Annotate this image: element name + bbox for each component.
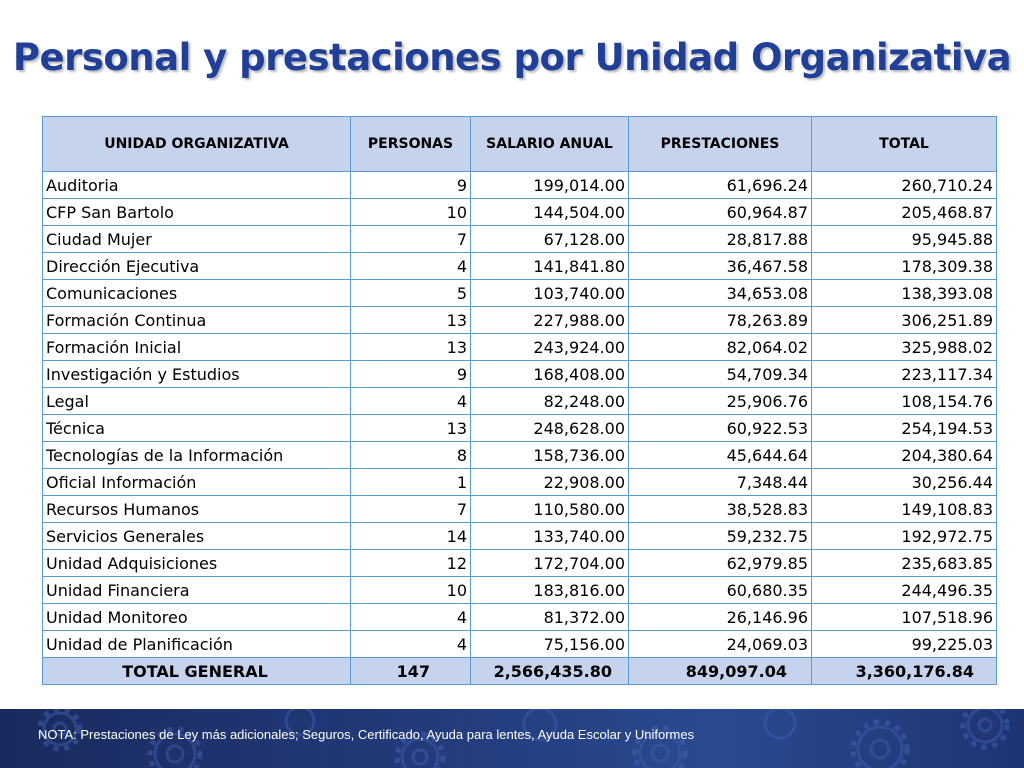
cell-salario: 103,740.00 (471, 280, 629, 307)
cell-total: 95,945.88 (812, 226, 997, 253)
table-row (43, 577, 997, 604)
cell-unidad: Unidad de Planificación (43, 631, 351, 658)
cell-salario: 168,408.00 (471, 361, 629, 388)
cell-total: 223,117.34 (812, 361, 997, 388)
cell-salario: 158,736.00 (471, 442, 629, 469)
cell-prestaciones: 60,964.87 (629, 199, 812, 226)
cell-prestaciones: 34,653.08 (629, 280, 812, 307)
cell-salario: 183,816.00 (471, 577, 629, 604)
table-row (43, 280, 997, 307)
cell-salario: 82,248.00 (471, 388, 629, 415)
cell-prestaciones: 78,263.89 (629, 307, 812, 334)
cell-salario: 110,580.00 (471, 496, 629, 523)
table-row (43, 361, 997, 388)
cell-unidad: Recursos Humanos (43, 496, 351, 523)
cell-prestaciones: 82,064.02 (629, 334, 812, 361)
footer-note: NOTA: Prestaciones de Ley más adicionales; Seguros, Certificado, Ayuda para lentes, Ayuda Escolar y Uniformes (38, 727, 695, 742)
cell-personas: 10 (351, 577, 471, 604)
cell-total: 235,683.85 (812, 550, 997, 577)
cell-prestaciones: 36,467.58 (629, 253, 812, 280)
table-row (43, 307, 997, 334)
total-cell-total: 3,360,176.84 (812, 658, 997, 685)
cell-personas: 13 (351, 415, 471, 442)
cell-total: 254,194.53 (812, 415, 997, 442)
table-row (43, 226, 997, 253)
header-prestaciones: PRESTACIONES (629, 117, 812, 172)
footer-band (0, 709, 1024, 768)
cell-total: 107,518.96 (812, 604, 997, 631)
cell-unidad: Ciudad Mujer (43, 226, 351, 253)
cell-salario: 243,924.00 (471, 334, 629, 361)
table-row (43, 199, 997, 226)
cell-personas: 8 (351, 442, 471, 469)
cell-personas: 5 (351, 280, 471, 307)
cell-unidad: Investigación y Estudios (43, 361, 351, 388)
cell-unidad: CFP San Bartolo (43, 199, 351, 226)
cell-personas: 4 (351, 253, 471, 280)
cell-unidad: Legal (43, 388, 351, 415)
cell-total: 204,380.64 (812, 442, 997, 469)
table-row (43, 388, 997, 415)
cell-prestaciones: 7,348.44 (629, 469, 812, 496)
cell-salario: 75,156.00 (471, 631, 629, 658)
cell-salario: 227,988.00 (471, 307, 629, 334)
table-row (43, 415, 997, 442)
total-row (43, 658, 997, 685)
cell-prestaciones: 54,709.34 (629, 361, 812, 388)
cell-salario: 199,014.00 (471, 172, 629, 199)
cell-total: 30,256.44 (812, 469, 997, 496)
total-cell-unidad: TOTAL GENERAL (43, 658, 351, 685)
table-row (43, 631, 997, 658)
total-cell-salario: 2,566,435.80 (471, 658, 629, 685)
table-row (43, 334, 997, 361)
header-personas: PERSONAS (351, 117, 471, 172)
cell-personas: 4 (351, 631, 471, 658)
cell-prestaciones: 60,922.53 (629, 415, 812, 442)
header-salario: SALARIO ANUAL (471, 117, 629, 172)
table-body (43, 172, 997, 685)
cell-salario: 172,704.00 (471, 550, 629, 577)
cell-personas: 7 (351, 226, 471, 253)
cell-prestaciones: 26,146.96 (629, 604, 812, 631)
cell-unidad: Oficial Información (43, 469, 351, 496)
slide-title: Personal y prestaciones por Unidad Organizativa (12, 36, 1012, 79)
cell-personas: 9 (351, 361, 471, 388)
cell-unidad: Formación Continua (43, 307, 351, 334)
cell-prestaciones: 28,817.88 (629, 226, 812, 253)
cell-salario: 141,841.80 (471, 253, 629, 280)
cell-personas: 9 (351, 172, 471, 199)
cell-unidad: Dirección Ejecutiva (43, 253, 351, 280)
cell-prestaciones: 62,979.85 (629, 550, 812, 577)
data-table (42, 116, 997, 685)
table-row (43, 523, 997, 550)
cell-salario: 67,128.00 (471, 226, 629, 253)
cell-prestaciones: 59,232.75 (629, 523, 812, 550)
cell-unidad: Unidad Adquisiciones (43, 550, 351, 577)
cell-total: 260,710.24 (812, 172, 997, 199)
cell-personas: 14 (351, 523, 471, 550)
cell-unidad: Servicios Generales (43, 523, 351, 550)
cell-unidad: Técnica (43, 415, 351, 442)
table-row (43, 172, 997, 199)
cell-total: 325,988.02 (812, 334, 997, 361)
cell-prestaciones: 61,696.24 (629, 172, 812, 199)
table-row (43, 550, 997, 577)
cell-unidad: Formación Inicial (43, 334, 351, 361)
table-header-row (43, 117, 997, 172)
cell-personas: 10 (351, 199, 471, 226)
cell-salario: 144,504.00 (471, 199, 629, 226)
cell-personas: 4 (351, 604, 471, 631)
cell-prestaciones: 60,680.35 (629, 577, 812, 604)
cell-unidad: Unidad Financiera (43, 577, 351, 604)
cell-prestaciones: 45,644.64 (629, 442, 812, 469)
cell-salario: 81,372.00 (471, 604, 629, 631)
total-cell-prestaciones: 849,097.04 (629, 658, 812, 685)
cell-total: 306,251.89 (812, 307, 997, 334)
cell-prestaciones: 25,906.76 (629, 388, 812, 415)
cell-personas: 4 (351, 388, 471, 415)
cell-unidad: Auditoria (43, 172, 351, 199)
cell-personas: 7 (351, 496, 471, 523)
table-row (43, 469, 997, 496)
cell-total: 138,393.08 (812, 280, 997, 307)
data-table-container (42, 116, 996, 685)
cell-prestaciones: 24,069.03 (629, 631, 812, 658)
header-unidad: UNIDAD ORGANIZATIVA (43, 117, 351, 172)
cell-salario: 248,628.00 (471, 415, 629, 442)
header-total: TOTAL (812, 117, 997, 172)
cell-total: 149,108.83 (812, 496, 997, 523)
cell-total: 178,309.38 (812, 253, 997, 280)
cell-unidad: Comunicaciones (43, 280, 351, 307)
cell-total: 108,154.76 (812, 388, 997, 415)
cell-personas: 1 (351, 469, 471, 496)
table-row (43, 496, 997, 523)
cell-personas: 12 (351, 550, 471, 577)
cell-unidad: Unidad Monitoreo (43, 604, 351, 631)
cell-unidad: Tecnologías de la Información (43, 442, 351, 469)
total-cell-personas: 147 (351, 658, 471, 685)
cell-total: 244,496.35 (812, 577, 997, 604)
table-row (43, 604, 997, 631)
cell-total: 99,225.03 (812, 631, 997, 658)
cell-salario: 133,740.00 (471, 523, 629, 550)
cell-total: 205,468.87 (812, 199, 997, 226)
cell-total: 192,972.75 (812, 523, 997, 550)
cell-personas: 13 (351, 307, 471, 334)
cell-prestaciones: 38,528.83 (629, 496, 812, 523)
table-row (43, 253, 997, 280)
cell-salario: 22,908.00 (471, 469, 629, 496)
table-row (43, 442, 997, 469)
cell-personas: 13 (351, 334, 471, 361)
